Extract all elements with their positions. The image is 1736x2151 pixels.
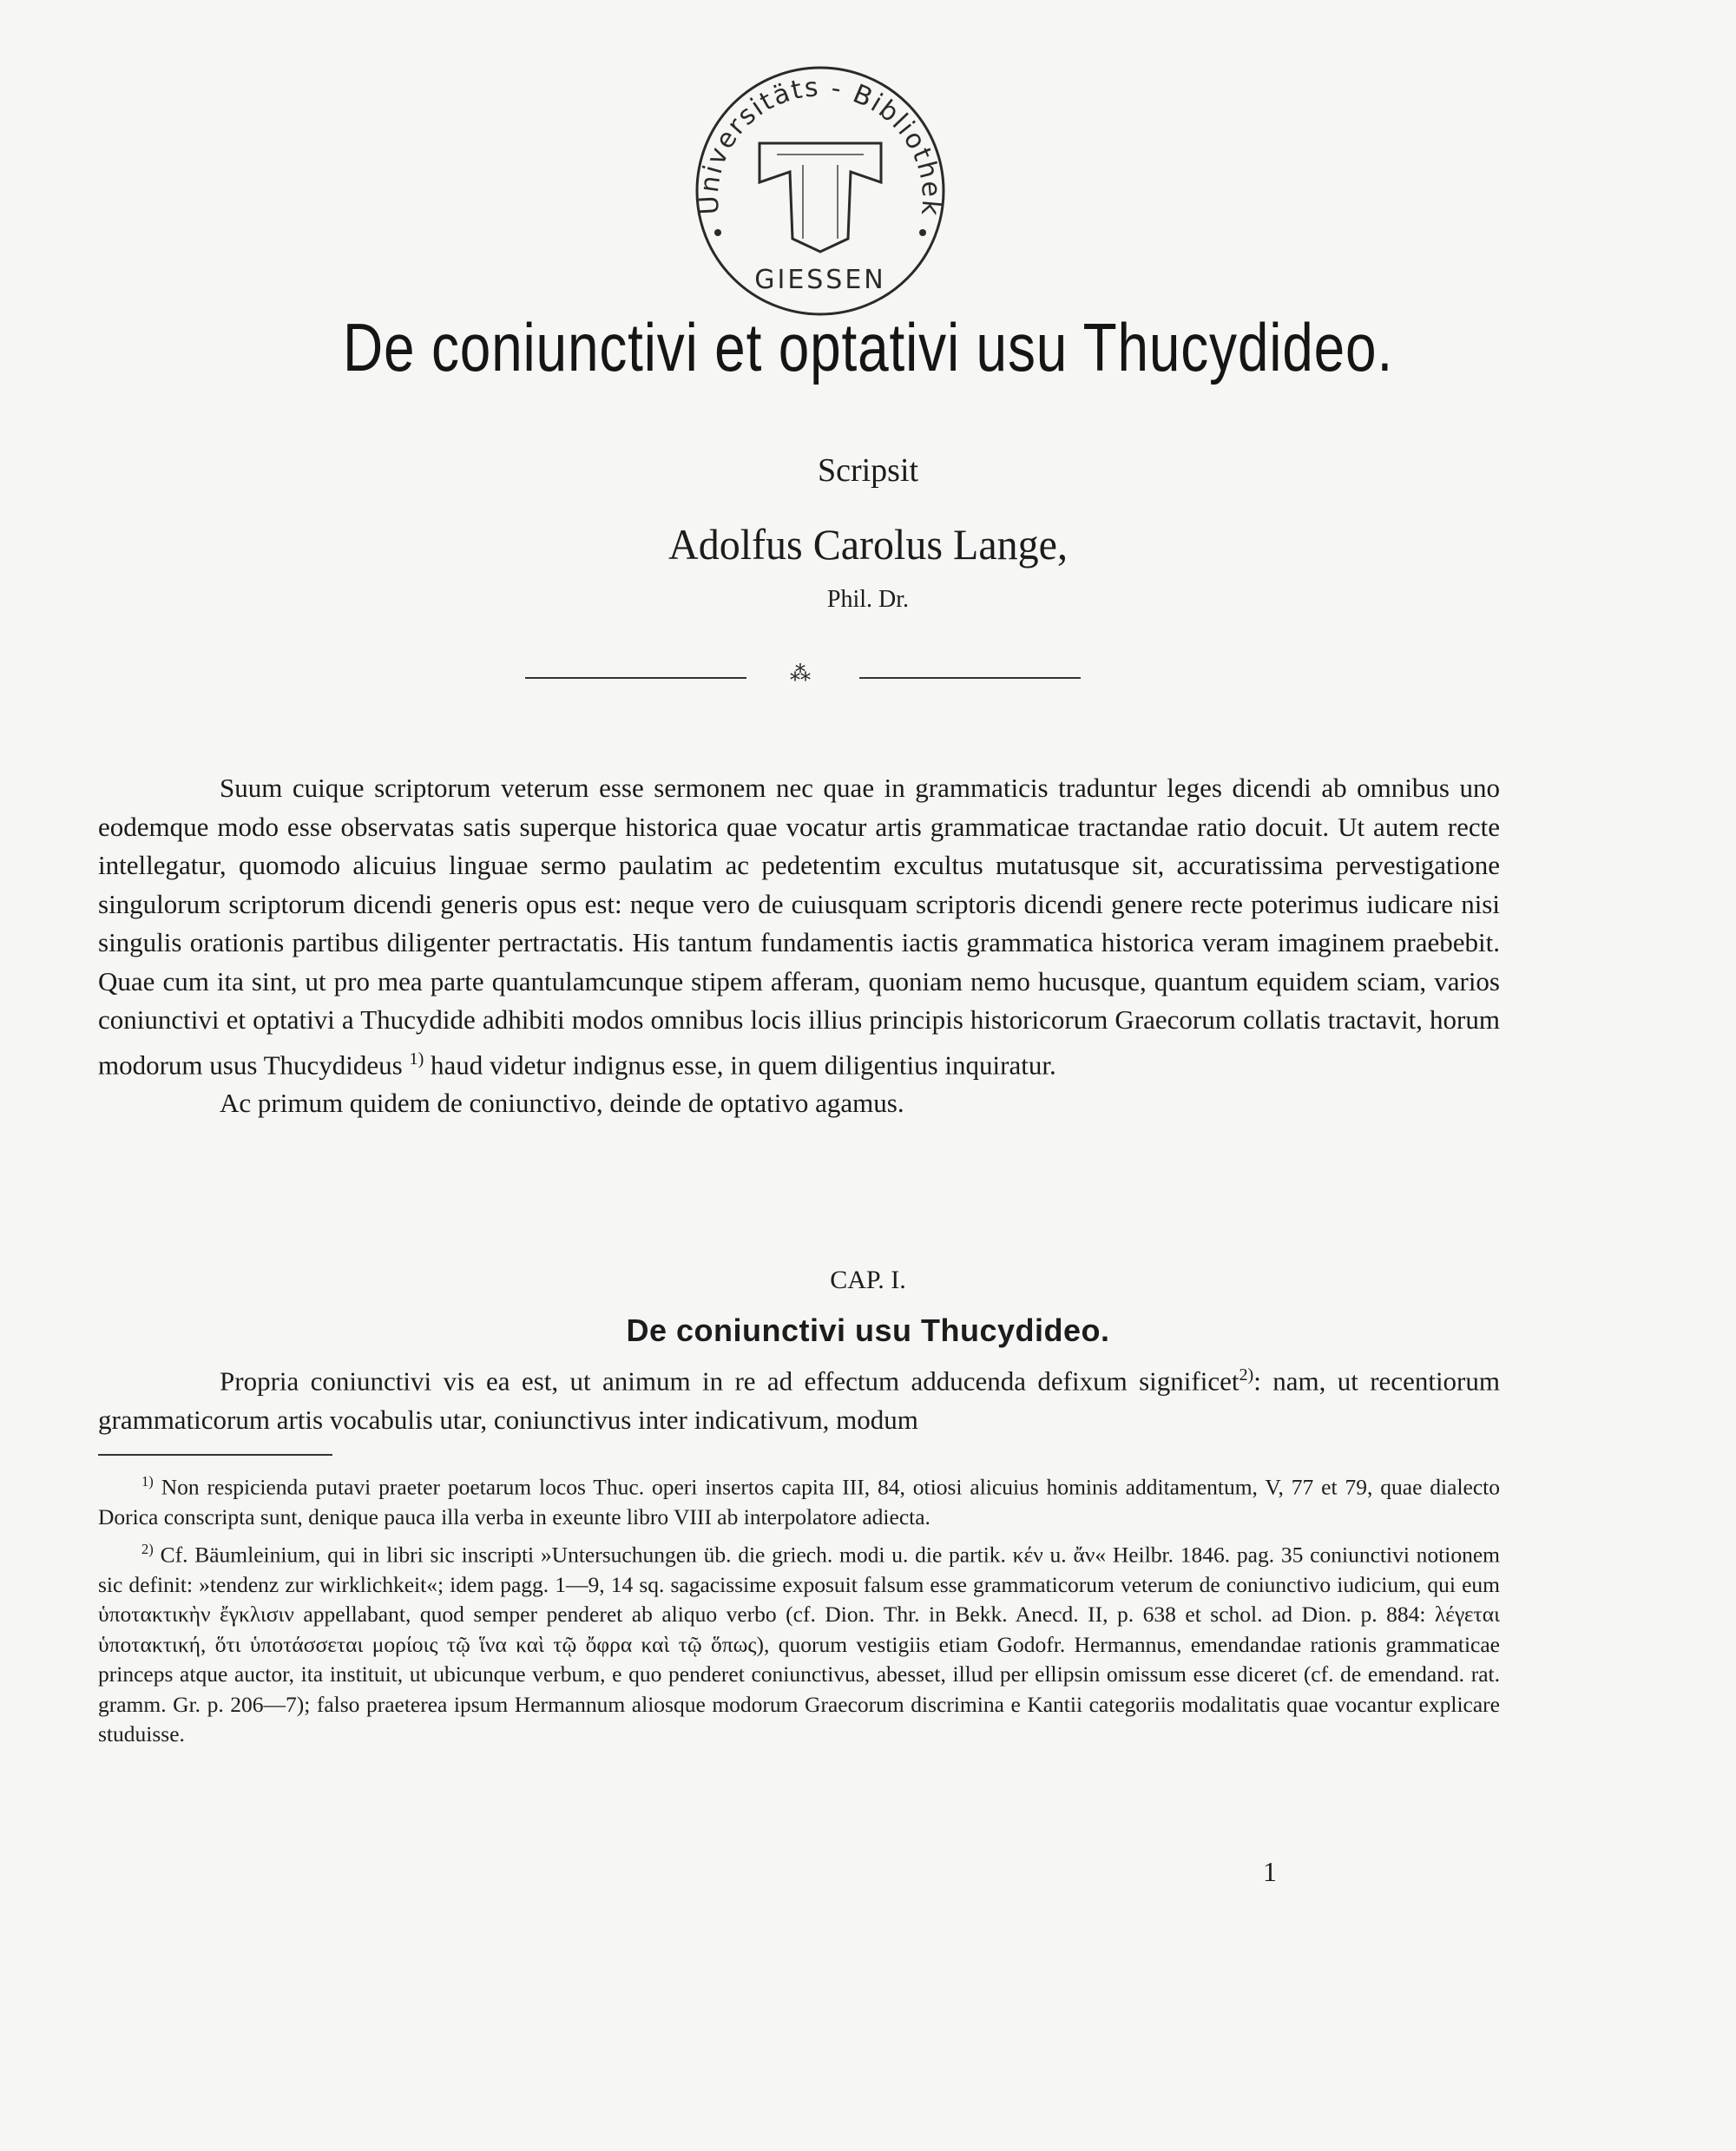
library-stamp bbox=[681, 61, 959, 330]
intro-paragraph-1: Suum cuique scriptorum veterum esse sermonem nec quae in grammaticis traduntur leges dicendi ab omnibus uno eodemque modo esse observatas satis superque historica quae vocatur artis grammaticae tractandae ratio docuit. Ut autem recte intellegatur, quomodo alicuius linguae sermo paulatim ac pedetentim excultus mutatusque sit, accuratissima pervestigatione singulorum scriptorum dicendi generis opus est: neque vero de cuiusquam scriptoris dicendi genere recte poterimus iudicare nisi singulis orationis partibus diligenter pertractatis. His tantum fundamentis iactis grammatica historica veram imaginem praebebit. Quae cum ita sint, ut pro mea parte quantulamcunque stipem afferam, quoniam nemo hucusque, quantum equidem sciam, varios coniunctivi et optativi a Thucydide adhibiti modos omnibus locis illius principis historicorum Graecorum collatis tractavit, horum modorum usus Thucydideus $^{1)}$ haud videtur indignus esse, in quem diligentius inquiratur. bbox=[98, 773, 1500, 1080]
ornamental-rule bbox=[525, 661, 1081, 687]
chapter-title: De coniunctivi usu Thucydideo. bbox=[626, 1312, 1110, 1348]
svg-text:GIESSEN: GIESSEN bbox=[754, 265, 886, 295]
intro-paragraph-2: Ac primum quidem de coniunctivo, deinde de optativo agamus. bbox=[220, 1088, 904, 1119]
footnote-ref-1[interactable]: 1) bbox=[409, 1049, 424, 1069]
page-number: 1 bbox=[1263, 1856, 1277, 1887]
chapter-paragraph: Propria coniunctivi vis ea est, ut animum in re ad effectum adducenda defixum significet$^{2)}$: nam, ut recentiorum grammaticorum artis vocabulis utar, coniunctivus inter indicativum, modum bbox=[98, 1365, 1500, 1436]
author-name: Adolfus Carolus Lange, bbox=[668, 520, 1068, 569]
chapter-number: CAP. I. bbox=[830, 1266, 906, 1294]
document-title: De coniunctivi et optativi usu Thucydideo. bbox=[342, 309, 1394, 385]
chapter-text bbox=[98, 1356, 1500, 1439]
svg-text:Universitäts - Bibliothek: Universitäts - Bibliothek bbox=[694, 72, 947, 219]
scripsit-label: Scripsit bbox=[817, 452, 919, 489]
footnote-divider bbox=[98, 1454, 332, 1456]
author-degree: Phil. Dr. bbox=[826, 586, 910, 613]
footnote-2: $^{2)}$ Cf. Bäumleinium, qui in libri sic inscripti »Untersuchungen üb. die griech. modi u. die partik. κέν u. ἄν« Heilbr. 1846. pag. 35 coniunctivi notionem sic definit: »tendenz zur wirklichkeit«; idem pagg. 1—9, 14 sq. sagacissime exposuit falsum esse grammaticorum veterum de coniunctivo iudicium, qui eum ὑποτακτικὴν ἔγκλισιν appellabant, quod semper penderet ab aliquo verbo (cf. Dion. Thr. in Bekk. Anecd. II, p. 638 et schol. ad Dion. p. 884: λέγεται ὑποτακτική, ὅτι ὑποτάσσεται μορίοις τῷ ἵνα καὶ τῷ ὄφρα καὶ τῷ ὅπως), quorum vestigiis etiam Godofr. Hermannus, emendandae rationis grammaticae princeps atque auctor, ita instituit, ut ubicunque verbum, e quo penderet coniunctivus, abesset, illud per ellipsin omissum esse diceret (cf. de emendand. rat. gramm. Gr. p. 206—7); falso praeterea ipsum Hermannum aliosque modorum Graecorum discrimina e Kantii categoriis modalitatis quae vocantur explicare studuisse. bbox=[98, 1540, 1501, 1746]
footnote-1: $^{1)}$ Non respicienda putavi praeter poetarum locos Thuc. operi insertos capita III, 84, otiosi alicuius hominis additamentum, V, 77 et 79, quae dialecto Dorica conscripta sunt, denique pauca illa verba in exeunte libro VIII ab interpolatore adiecta. bbox=[98, 1473, 1501, 1529]
footnotes bbox=[98, 1467, 1500, 1752]
stamp-seal-icon bbox=[681, 61, 959, 330]
intro-text bbox=[98, 769, 1500, 1123]
footnote-ref-2[interactable]: 2) bbox=[1239, 1365, 1254, 1385]
ornament-icon: ⁂ bbox=[790, 661, 816, 686]
